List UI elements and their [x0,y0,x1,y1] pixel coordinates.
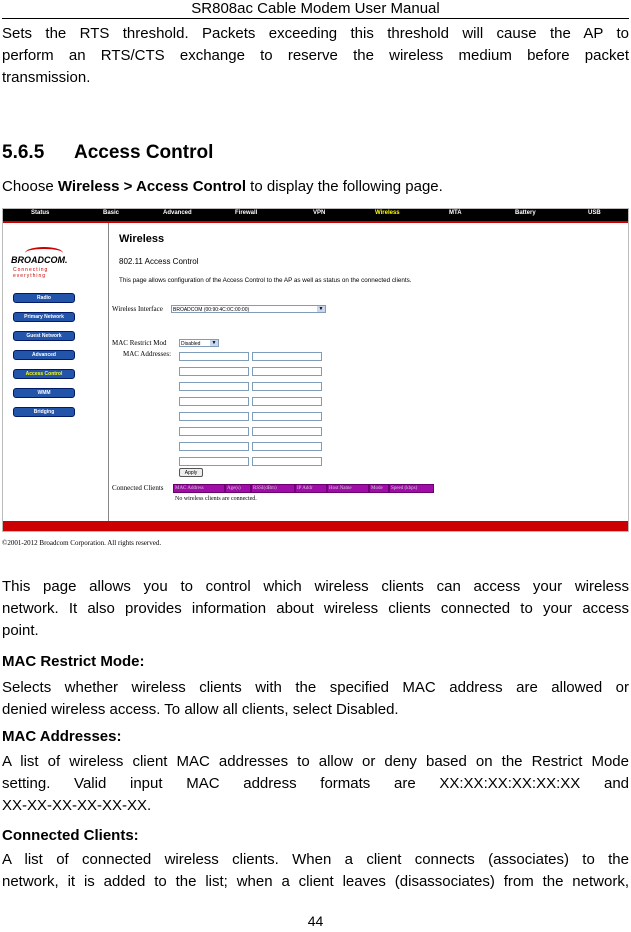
topnav-usb[interactable]: USB [588,210,601,216]
chevron-down-icon: ▼ [318,306,324,312]
mac-address-field[interactable] [252,367,322,376]
intro-line-3: transmission. [2,69,91,86]
mac-restrict-line-1: Selects whether wireless clients with the specified MAC address are allowed or [2,679,629,696]
mac-restrict-label: MAC Restrict Mod [112,339,167,347]
topnav-advanced[interactable]: Advanced [163,210,192,216]
router-top-nav [3,209,628,223]
mac-address-field[interactable] [179,442,249,451]
section-heading [2,142,213,164]
logo-tagline: Connecting everything [13,267,49,279]
wireless-interface-value: BROADCOM (00:90:4C:0C:00:00) [173,307,250,313]
mac-address-field[interactable] [179,457,249,466]
mac-address-field[interactable] [179,412,249,421]
page-number: 44 [307,913,324,929]
mac-address-field[interactable] [252,397,322,406]
sidenav-access-control[interactable]: Access Control [13,369,75,379]
sidenav-advanced[interactable]: Advanced [13,350,75,360]
wireless-interface-label: Wireless Interface [112,305,163,313]
mac-addresses-label: MAC Addresses: [123,350,172,358]
overview-line-1: This page allows you to control which wireless clients can access your wireless [2,578,629,595]
topnav-mta[interactable]: MTA [449,210,462,216]
topnav-basic[interactable]: Basic [103,210,120,216]
col-mode: Mode [369,484,389,493]
section-title: Access Control [74,142,214,163]
logo-brand: BROADCOM. [11,255,68,265]
overview-line-3: point. [2,622,39,639]
mac-restrict-paragraph [2,677,629,721]
mac-address-field[interactable] [252,427,322,436]
broadcom-logo [11,245,81,285]
sidenav-guest-network[interactable]: Guest Network [13,331,75,341]
mac-address-field[interactable] [179,397,249,406]
mac-restrict-heading: MAC Restrict Mode: [2,653,145,670]
mac-address-field[interactable] [179,367,249,376]
chevron-down-icon: ▼ [211,340,217,346]
topnav-status[interactable]: Status [31,210,50,216]
topnav-wireless[interactable]: Wireless [375,210,400,216]
overview-paragraph [2,576,629,642]
mac-addresses-line-1: A list of wireless client MAC addresses to allow or deny based on the Restrict Mode [2,753,629,770]
overview-line-2: network. It also provides information about wireless clients connected to your access [2,600,629,617]
router-page-subtitle: 802.11 Access Control [119,257,199,266]
topnav-firewall[interactable]: Firewall [235,210,258,216]
router-page-description: This page allows configuration of the Access Control to the AP as well as status on the connected clients. [119,277,412,284]
sidenav-radio[interactable]: Radio [13,293,75,303]
wireless-interface-select[interactable] [171,305,326,313]
connected-clients-label: Connected Clients [112,484,164,492]
mac-restrict-line-2: denied wireless access. To allow all clients, select Disabled. [2,701,399,718]
col-rssi: RSSI(dBm) [251,484,295,493]
mac-addresses-heading: MAC Addresses: [2,728,122,745]
section-number: 5.6.5 [2,142,45,163]
sidenav-bridging[interactable]: Bridging [13,407,75,417]
mac-address-field[interactable] [252,352,322,361]
mac-address-field[interactable] [179,427,249,436]
figure-copyright: ©2001-2012 Broadcom Corporation. All rights reserved. [2,539,162,547]
header-rule [2,18,629,19]
col-ip-addr: IP Addr [295,484,327,493]
intro-paragraph [2,23,629,89]
choose-instruction [2,176,629,198]
sidenav-primary-network[interactable]: Primary Network [13,312,75,322]
intro-line-2: perform an RTS/CTS exchange to reserve the wireless medium before packet [2,47,629,64]
connected-clients-paragraph [2,849,629,893]
router-sidebar [3,223,109,521]
topnav-vpn[interactable]: VPN [313,210,326,216]
mac-addresses-line-3: XX-XX-XX-XX-XX-XX. [2,797,152,814]
connected-line-1: A list of connected wireless clients. When a client connects (associates) to the [2,851,629,868]
router-page-title: Wireless [119,233,165,245]
choose-prefix: Choose [2,178,58,195]
no-clients-message: No wireless clients are connected. [175,496,257,502]
intro-line-1: Sets the RTS threshold. Packets exceeding this threshold will cause the AP to [2,25,629,42]
mac-address-field[interactable] [252,442,322,451]
mac-addresses-paragraph [2,751,629,817]
router-bottom-bar [3,521,628,531]
mac-addresses-line-2: setting. Valid input MAC address formats are XX:XX:XX:XX:XX:XX and [2,775,629,792]
mac-restrict-select[interactable] [179,339,219,347]
connected-clients-heading: Connected Clients: [2,827,139,844]
page-header: SR808ac Cable Modem User Manual [191,0,440,17]
choose-suffix: to display the following page. [246,178,443,195]
mac-restrict-value: Disabled [181,341,201,347]
connected-line-2: network, it is added to the list; when a client leaves (disassociates) from the network, [2,873,629,890]
mac-address-field[interactable] [252,382,322,391]
menu-path: Wireless > Access Control [57,178,247,195]
mac-address-field[interactable] [252,457,322,466]
col-speed: Speed (kbps) [389,484,434,493]
access-control-screenshot [2,208,629,532]
sidenav-wmm[interactable]: WMM [13,388,75,398]
col-host-name: Host Name [327,484,369,493]
apply-button[interactable]: Apply [179,468,203,477]
col-mac-address: MAC Address [173,484,225,493]
mac-address-field[interactable] [179,382,249,391]
topnav-battery[interactable]: Battery [515,210,536,216]
mac-address-field[interactable] [252,412,322,421]
col-age: Age(s) [225,484,251,493]
mac-address-field[interactable] [179,352,249,361]
